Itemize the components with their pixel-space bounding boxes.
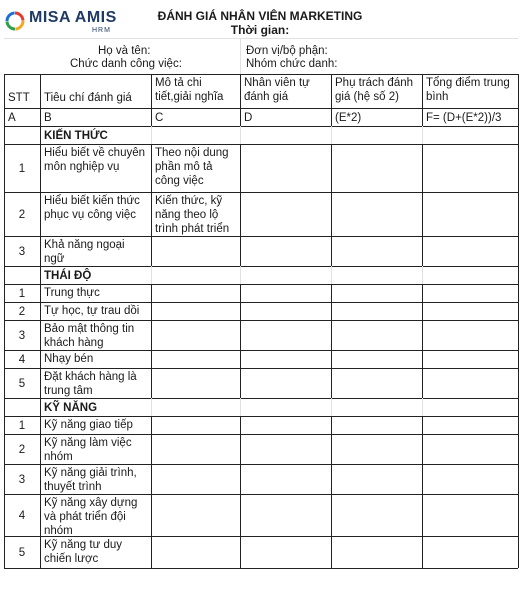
row-total-cell[interactable] <box>423 369 517 397</box>
row-stt: 3 <box>18 474 26 486</box>
name-label: Họ và tên: <box>98 45 151 57</box>
row-description <box>152 465 239 493</box>
row-stt: 1 <box>18 420 26 432</box>
column-divider <box>40 144 41 266</box>
column-header-self-eval: Nhân viên tự đánh giá <box>244 77 310 103</box>
row-criteria: Kỹ năng xây dựng và phát triển đội nhóm <box>44 497 138 535</box>
row-criteria: Kỹ năng làm việc nhóm <box>44 437 132 463</box>
row-total-cell[interactable] <box>423 537 517 567</box>
column-divider <box>240 74 241 126</box>
row-description <box>152 537 239 567</box>
row-manager-eval-cell[interactable] <box>332 495 421 535</box>
row-stt: 2 <box>18 444 26 456</box>
row-stt: 2 <box>18 209 26 221</box>
logo-text: MISA AMIS <box>29 9 117 26</box>
row-manager-eval-cell[interactable] <box>332 303 421 319</box>
row-description <box>152 351 239 367</box>
column-code-criteria: B <box>44 112 52 124</box>
misa-logo-icon <box>4 10 26 32</box>
row-description <box>152 321 239 349</box>
row-total-cell[interactable] <box>423 145 517 191</box>
row-stt: 4 <box>18 510 26 522</box>
column-divider <box>422 266 423 284</box>
row-description <box>152 303 239 319</box>
row-divider <box>4 266 518 267</box>
row-criteria: Hiểu biết về chuyên môn nghiệp vụ <box>44 147 146 173</box>
row-criteria: Kỹ năng giao tiếp <box>44 419 133 431</box>
column-divider <box>151 144 152 266</box>
column-divider <box>151 74 152 126</box>
column-divider <box>240 284 241 398</box>
row-total-cell[interactable] <box>423 435 517 463</box>
row-criteria: Trung thực <box>44 287 100 299</box>
column-header-total: Tổng điểm trung bình <box>426 77 510 103</box>
row-criteria: Kỹ năng giải trình, thuyết trình <box>44 467 137 493</box>
column-divider <box>151 266 152 284</box>
column-code-total: F= (D+(E*2))/3 <box>426 112 502 124</box>
column-divider <box>331 126 332 144</box>
time-label: Thời gian: <box>230 23 290 37</box>
column-divider <box>331 266 332 284</box>
column-divider <box>40 284 41 398</box>
row-criteria: Đặt khách hàng là trung tâm <box>44 371 137 397</box>
row-description: Kiến thức, kỹ năng theo lộ trình phát triển <box>155 195 230 235</box>
row-stt: 3 <box>18 246 26 258</box>
row-self-eval-cell[interactable] <box>241 193 330 235</box>
section-title-skills: KỸ NĂNG <box>44 402 98 414</box>
column-header-criteria: Tiêu chí đánh giá <box>44 92 132 104</box>
column-divider <box>151 284 152 398</box>
row-stt: 2 <box>18 306 26 318</box>
column-divider <box>40 126 41 144</box>
row-total-cell[interactable] <box>423 417 517 433</box>
row-self-eval-cell[interactable] <box>241 145 330 191</box>
row-stt: 5 <box>18 547 26 559</box>
column-header-manager-eval: Phụ trách đánh giá (hệ số 2) <box>335 77 414 103</box>
row-description: Theo nội dung phần mô tả công việc <box>155 147 229 187</box>
column-divider <box>422 398 423 416</box>
section-title-knowledge: KIẾN THỨC <box>44 130 108 142</box>
sheet-title: ĐÁNH GIÁ NHÂN VIÊN MARKETING <box>157 9 363 23</box>
row-total-cell[interactable] <box>423 303 517 319</box>
row-criteria: Khả năng ngoại ngữ <box>44 239 125 265</box>
row-criteria: Nhạy bén <box>44 353 94 365</box>
row-criteria: Kỹ năng tư duy chiến lược <box>44 539 123 565</box>
position-label: Chức danh công việc: <box>70 58 182 70</box>
row-self-eval-cell[interactable] <box>241 285 330 301</box>
row-self-eval-cell[interactable] <box>241 537 330 567</box>
row-manager-eval-cell[interactable] <box>332 285 421 301</box>
column-code-manager-eval: (E*2) <box>335 112 362 124</box>
column-divider <box>40 398 41 416</box>
row-divider <box>4 38 518 39</box>
group-label: Nhóm chức danh: <box>246 58 338 70</box>
row-self-eval-cell[interactable] <box>241 435 330 463</box>
row-manager-eval-cell[interactable] <box>332 237 421 265</box>
column-divider <box>151 398 152 416</box>
row-self-eval-cell[interactable] <box>241 369 330 397</box>
row-self-eval-cell[interactable] <box>241 417 330 433</box>
row-divider <box>4 108 518 109</box>
row-manager-eval-cell[interactable] <box>332 537 421 567</box>
row-criteria: Bảo mật thông tin khách hàng <box>44 323 135 349</box>
section-title-attitude: THÁI ĐỘ <box>44 270 92 282</box>
row-self-eval-cell[interactable] <box>241 321 330 349</box>
row-total-cell[interactable] <box>423 351 517 367</box>
row-self-eval-cell[interactable] <box>241 351 330 367</box>
column-divider <box>240 266 241 284</box>
row-manager-eval-cell[interactable] <box>332 465 421 493</box>
row-description <box>152 369 239 397</box>
column-divider <box>40 266 41 284</box>
column-code-description: C <box>155 112 164 124</box>
column-divider <box>240 144 241 266</box>
row-total-cell[interactable] <box>423 495 517 535</box>
row-manager-eval-cell[interactable] <box>332 369 421 397</box>
row-manager-eval-cell[interactable] <box>332 351 421 367</box>
column-divider <box>331 144 332 266</box>
column-divider <box>422 126 423 144</box>
row-description <box>152 435 239 463</box>
column-divider <box>151 126 152 144</box>
column-code-stt: A <box>8 112 16 124</box>
column-divider <box>240 416 241 568</box>
row-stt: 1 <box>18 288 26 300</box>
row-stt: 3 <box>18 330 26 342</box>
row-total-cell[interactable] <box>423 321 517 349</box>
row-manager-eval-cell[interactable] <box>332 193 421 235</box>
row-divider <box>4 126 518 127</box>
column-divider <box>240 126 241 144</box>
column-divider <box>331 284 332 398</box>
logo-subtext: HRM <box>92 27 111 34</box>
row-divider <box>4 398 518 399</box>
column-code-self-eval: D <box>244 112 253 124</box>
row-divider <box>4 568 518 569</box>
row-self-eval-cell[interactable] <box>241 465 330 493</box>
column-divider <box>40 74 41 126</box>
row-manager-eval-cell[interactable] <box>332 435 421 463</box>
row-stt: 5 <box>18 378 26 390</box>
department-label: Đơn vị/bộ phận: <box>246 45 328 57</box>
column-divider <box>331 416 332 568</box>
column-divider <box>151 416 152 568</box>
column-divider <box>422 416 423 568</box>
row-description <box>152 237 239 265</box>
column-divider <box>422 284 423 398</box>
column-divider <box>331 398 332 416</box>
row-stt: 4 <box>18 354 26 366</box>
row-criteria: Hiểu biết kiến thức phục vụ công việc <box>44 195 140 221</box>
column-divider <box>422 144 423 266</box>
row-total-cell[interactable] <box>423 465 517 493</box>
row-manager-eval-cell[interactable] <box>332 321 421 349</box>
row-self-eval-cell[interactable] <box>241 495 330 535</box>
row-stt: 1 <box>18 163 26 175</box>
row-description <box>152 495 239 535</box>
column-header-description: Mô tả chi tiết,giải nghĩa <box>155 77 224 103</box>
row-self-eval-cell[interactable] <box>241 303 330 319</box>
column-divider <box>422 74 423 126</box>
column-divider <box>4 74 5 568</box>
column-divider <box>240 38 241 74</box>
row-total-cell[interactable] <box>423 285 517 301</box>
column-divider <box>331 74 332 126</box>
row-manager-eval-cell[interactable] <box>332 145 421 191</box>
column-divider <box>240 398 241 416</box>
row-description <box>152 285 239 301</box>
row-manager-eval-cell[interactable] <box>332 417 421 433</box>
column-divider <box>40 416 41 568</box>
row-total-cell[interactable] <box>423 193 517 235</box>
misa-amis-logo <box>4 8 144 36</box>
column-divider <box>518 74 519 568</box>
row-total-cell[interactable] <box>423 237 517 265</box>
column-header-stt: STT <box>8 92 30 104</box>
row-criteria: Tự học, tự trau dồi <box>44 305 140 317</box>
row-description <box>152 417 239 433</box>
row-self-eval-cell[interactable] <box>241 237 330 265</box>
